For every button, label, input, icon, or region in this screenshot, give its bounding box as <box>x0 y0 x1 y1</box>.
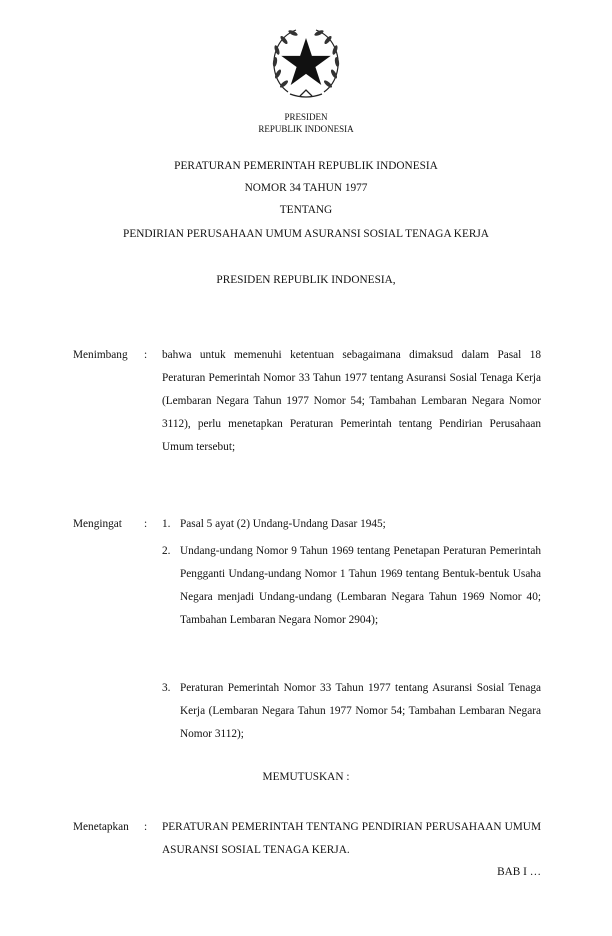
item-text: Peraturan Pemerintah Nomor 33 Tahun 1977 tentang Asuransi Sosial Tenaga Kerja (Lembaran Negara Tahun 1977 Nomor 54; Tambahan Lembaran Negara Nomor 3112); <box>180 682 541 740</box>
menimbang-colon: : <box>144 349 148 361</box>
presidential-emblem <box>266 24 346 104</box>
mengingat-colon: : <box>144 518 148 530</box>
header-republik-indonesia: REPUBLIK INDONESIA <box>258 124 354 134</box>
title-line-1: PERATURAN PEMERINTAH REPUBLIK INDONESIA <box>174 160 438 172</box>
mengingat-item <box>162 677 541 746</box>
menimbang-text: bahwa untuk memenuhi ketentuan sebagaimana dimaksud dalam Pasal 18 Peraturan Pemerintah Nomor 33 Tahun 1977 tentang Asuransi Sosial Tenaga Kerja (Lembaran Negara Tahun 1977 Nomor 54; Tambahan Lembaran Negara Nomor 3112), perlu menetapkan Peraturan Pemerintah tentang Pendirian Perusahaan Umum tersebut; <box>162 349 541 453</box>
page-continuation: BAB I … <box>497 866 541 878</box>
header-presiden: PRESIDEN <box>284 112 328 122</box>
title-line-3: TENTANG <box>279 204 333 216</box>
menimbang-label: Menimbang <box>73 349 128 361</box>
mengingat-item <box>162 513 541 536</box>
item-text: Pasal 5 ayat (2) Undang-Undang Dasar 1945; <box>180 518 386 530</box>
item-number: 3. <box>162 682 171 694</box>
item-number: 1. <box>162 518 171 530</box>
menetapkan-text: PERATURAN PEMERINTAH TENTANG PENDIRIAN PERUSAHAAN UMUM ASURANSI SOSIAL TENAGA KERJA. <box>162 821 541 856</box>
issuer: PRESIDEN REPUBLIK INDONESIA, <box>216 274 396 286</box>
mengingat-label: Mengingat <box>73 518 122 530</box>
memutuskan-heading: MEMUTUSKAN : <box>262 771 350 783</box>
menetapkan-label: Menetapkan <box>73 821 129 833</box>
menetapkan-colon: : <box>144 821 148 833</box>
item-number: 2. <box>162 545 171 557</box>
title-line-2: NOMOR 34 TAHUN 1977 <box>244 182 368 194</box>
mengingat-item <box>162 540 541 632</box>
title-line-4: PENDIRIAN PERUSAHAAN UMUM ASURANSI SOSIAL TENAGA KERJA <box>123 228 489 240</box>
item-text: Undang-undang Nomor 9 Tahun 1969 tentang Penetapan Peraturan Pemerintah Pengganti Undang-undang Nomor 1 Tahun 1969 tentang Bentuk-bentuk Usaha Negara menjadi Undang-undang (Lembaran Negara Tahun 1969 Nomor 40; Tambahan Lembaran Negara Nomor 2904); <box>180 545 541 626</box>
